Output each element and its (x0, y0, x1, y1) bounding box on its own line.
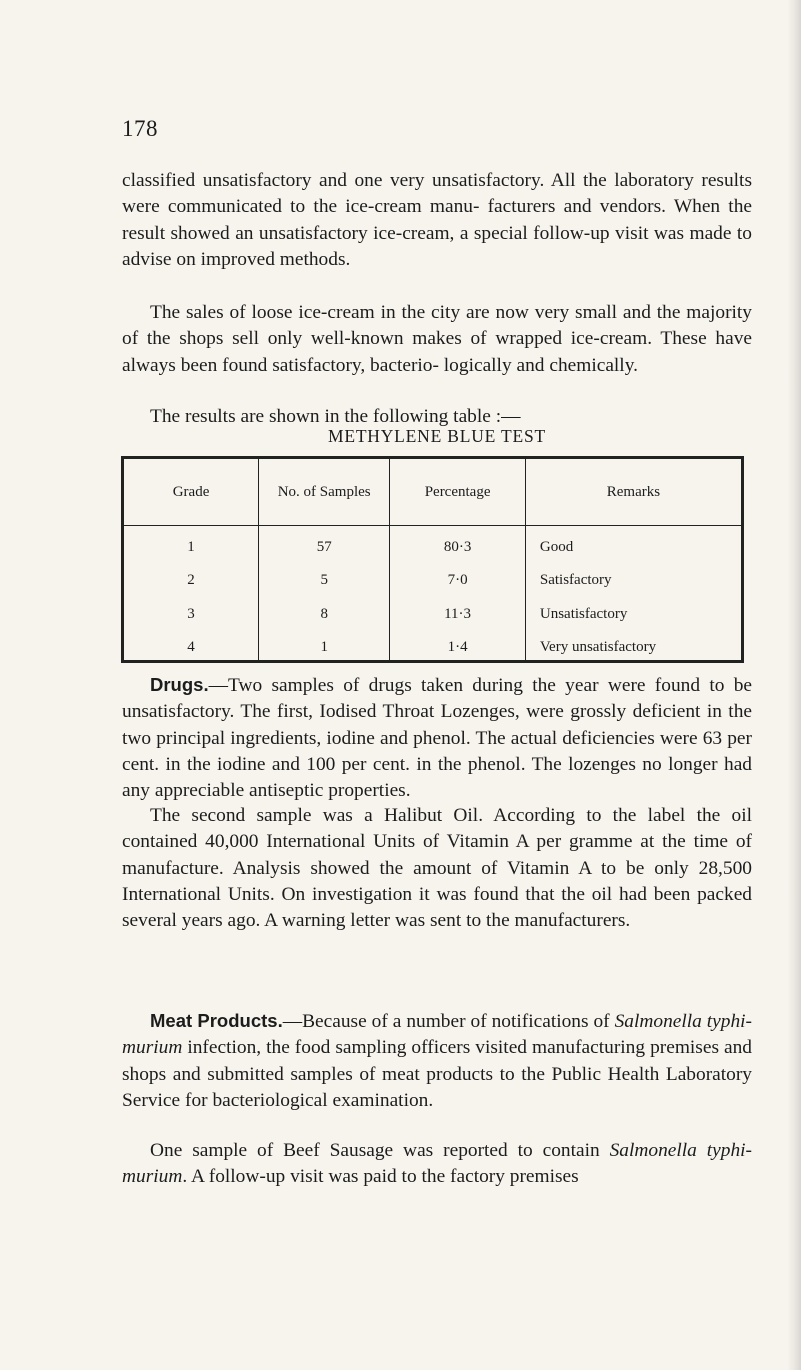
cell-percentage: 11·3 (390, 593, 526, 627)
sausage-text-b: . A follow-up visit was paid to the factory premises (182, 1166, 579, 1188)
cell-samples: 8 (259, 593, 390, 627)
paragraph-beef-sausage (122, 1138, 752, 1191)
cell-grade: 3 (123, 593, 259, 627)
meat-text-b: infection, the food sampling officers visited manufacturing premises and shops and submitted samples of meat products to the Public Health Laboratory Service for bacteriological examination. (122, 1037, 752, 1111)
paragraph-drugs (122, 672, 752, 804)
section-lead-drugs: Drugs. (150, 674, 209, 695)
cell-grade: 1 (123, 526, 259, 560)
cell-percentage: 7·0 (390, 560, 526, 594)
column-header-remarks: Remarks (525, 458, 742, 526)
cell-remarks: Satisfactory (525, 560, 742, 594)
column-header-grade: Grade (123, 458, 259, 526)
section-lead-meat-products: Meat Products. (150, 1010, 283, 1031)
cell-percentage: 1·4 (390, 627, 526, 662)
cell-grade: 2 (123, 560, 259, 594)
table-header-row (123, 458, 743, 526)
cell-samples: 5 (259, 560, 390, 594)
cell-grade: 4 (123, 627, 259, 662)
cell-samples: 57 (259, 526, 390, 560)
paragraph-loose-ice-cream: The sales of loose ice-cream in the city are now very small and the majority of the shops sell only well-known makes of wrapped ice-cream. These have always been found satisfactory, bacterio- logically and chemically. (122, 302, 752, 376)
table-title: METHYLENE BLUE TEST (327, 426, 547, 446)
page-number: 178 (122, 116, 158, 141)
paragraph-ice-cream-results: classified unsatisfactory and one very unsatisfactory. All the laboratory results were communicated to the ice-cream manu- facturers and vendors. When the result showed an unsatisfactory ice-cream, a special follow-up visit was made to advise on improved methods. (122, 170, 752, 270)
organism-name: Salmonella typhi-murium (122, 1140, 752, 1188)
methylene-blue-table (121, 456, 744, 663)
table-row (123, 560, 743, 594)
drugs-text: —Two samples of drugs taken during the year were found to be unsatisfactory. The first, Iodised Throat Lozenges, were grossly deficient in the two principal ingredients, iodine and phenol. The actual deficiencies were 63 per cent. in the iodine and 100 per cent. in the phenol. The lozenges no longer had any appreciable antiseptic properties. (122, 675, 752, 802)
page-edge-shadow (787, 0, 801, 1370)
sausage-text-a: One sample of Beef Sausage was reported to contain (150, 1140, 610, 1161)
column-header-samples: No. of Samples (259, 458, 390, 526)
cell-remarks: Good (525, 526, 742, 560)
table-row (123, 593, 743, 627)
paragraph-halibut-oil: The second sample was a Halibut Oil. According to the label the oil contained 40,000 International Units of Vitamin A per gramme at the time of manufacture. Analysis showed the amount of Vitamin A to be only 28,500 International Units. On investigation it was found that the oil had been packed several years ago. A warning letter was sent to the manufacturers. (122, 805, 752, 932)
cell-remarks: Very unsatisfactory (525, 627, 742, 662)
column-header-percentage: Percentage (390, 458, 526, 526)
table-row (123, 526, 743, 560)
cell-percentage: 80·3 (390, 526, 526, 560)
paragraph-meat-products (122, 1008, 752, 1114)
organism-name: Salmonella typhi-murium (122, 1011, 753, 1059)
paragraph-table-intro: The results are shown in the following table :— (150, 406, 521, 427)
cell-remarks: Unsatisfactory (525, 593, 742, 627)
cell-samples: 1 (259, 627, 390, 662)
meat-text-a: —Because of a number of notifications of (282, 1011, 615, 1032)
table-row (123, 627, 743, 662)
